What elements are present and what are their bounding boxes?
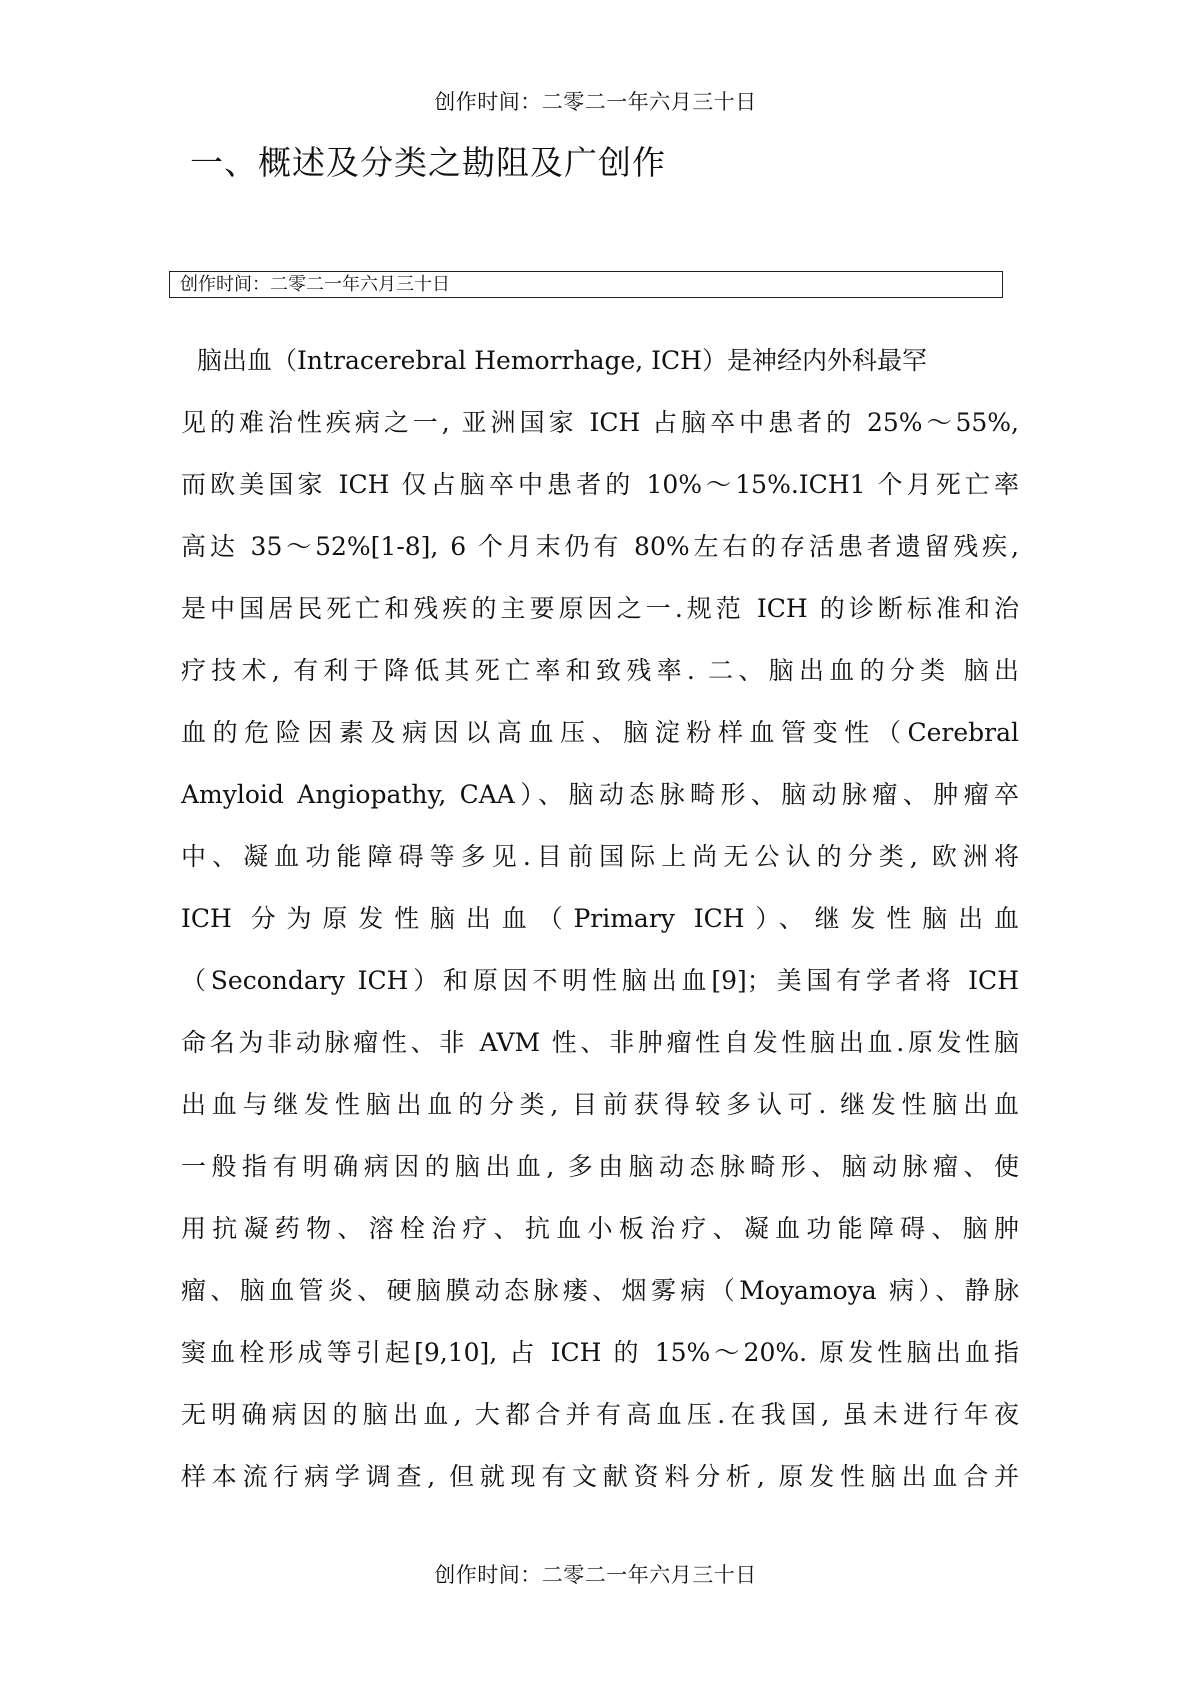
body-line: 无明确病因的脑出血, 大都合并有高血压.在我国, 虽未进行年夜 [181, 1400, 1019, 1429]
body-line: 窦血栓形成等引起[9,10], 占 ICH 的 15%～20%. 原发性脑出血指 [181, 1338, 1019, 1367]
body-line: 疗技术, 有利于降低其死亡率和致残率. 二、脑出血的分类 脑出 [181, 656, 1019, 685]
body-line: 样本流行病学调查, 但就现有文献资料分析, 原发性脑出血合并 [181, 1462, 1019, 1491]
body-line: 瘤、脑血管炎、硬脑膜动态脉瘘、烟雾病（Moyamoya 病）、静脉 [181, 1276, 1019, 1305]
creation-time-box [169, 271, 1003, 298]
body-line: Amyloid Angiopathy, CAA）、脑动态脉畸形、脑动脉瘤、肿瘤卒 [181, 780, 1019, 809]
body-line: 脑出血（Intracerebral Hemorrhage, ICH）是神经内外科最罕 [197, 346, 927, 375]
body-line: 中、凝血功能障碍等多见.目前国际上尚无公认的分类, 欧洲将 [181, 842, 1019, 871]
body-line: 高达 35～52%[1-8], 6 个月末仍有 80%左右的存活患者遗留残疾, [181, 532, 1019, 561]
body-line: 用抗凝药物、溶栓治疗、抗血小板治疗、凝血功能障碍、脑肿 [181, 1214, 1019, 1243]
body-line: 一般指有明确病因的脑出血, 多由脑动态脉畸形、脑动脉瘤、使 [181, 1152, 1019, 1181]
body-line: 血的危险因素及病因以高血压、脑淀粉样血管变性（Cerebral [181, 718, 1019, 747]
body-line: 命名为非动脉瘤性、非 AVM 性、非肿瘤性自发性脑出血.原发性脑 [181, 1028, 1019, 1057]
creation-time-box-label: 创作时间：二零二一年六月三十日 [180, 274, 450, 295]
body-paragraph [181, 330, 1019, 1508]
document-title: 一、概述及分类之勘阻及广创作 [190, 143, 666, 182]
header-creation-time: 创作时间：二零二一年六月三十日 [434, 90, 757, 114]
body-line: 而欧美国家 ICH 仅占脑卒中患者的 10%～15%.ICH1 个月死亡率 [181, 470, 1019, 499]
body-line: ICH 分为原发性脑出血（Primary ICH）、继发性脑出血 [181, 904, 1019, 933]
footer-creation-time: 创作时间：二零二一年六月三十日 [434, 1563, 757, 1587]
body-line: 见的难治性疾病之一, 亚洲国家 ICH 占脑卒中患者的 25%～55%, [181, 408, 1019, 437]
body-line: 出血与继发性脑出血的分类, 目前获得较多认可. 继发性脑出血 [181, 1090, 1019, 1119]
body-line: （Secondary ICH）和原因不明性脑出血[9]；美国有学者将 ICH [181, 966, 1019, 995]
body-line: 是中国居民死亡和残疾的主要原因之一.规范 ICH 的诊断标准和治 [181, 594, 1019, 623]
